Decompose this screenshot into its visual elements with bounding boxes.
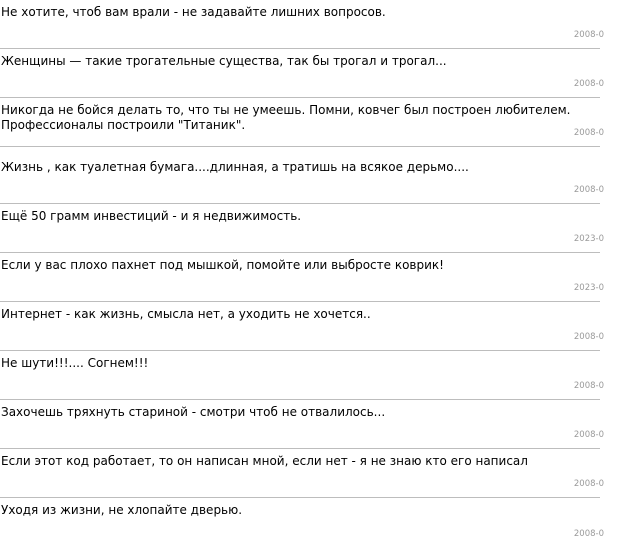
quote-date: 2008-0 [573,381,604,391]
list-item [0,49,604,98]
list-item [0,302,604,351]
quote-text: Интернет - как жизнь, смысла нет, а уходить не хочется.. [1,307,371,321]
list-item [0,204,604,253]
quote-text: Если у вас плохо пахнет под мышкой, помойте или выбросте коврик! [1,258,444,272]
list-item [0,400,604,449]
quote-date: 2023-0 [573,234,604,244]
quote-text: Если этот код работает, то он написан мной, если нет - я не знаю кто его написал [1,454,528,468]
quote-date: 2008-0 [573,185,604,195]
quote-text: Жизнь , как туалетная бумага....длинная, а тратишь на всякое дерьмо.... [1,160,469,174]
quote-date: 2008-0 [573,128,604,138]
quote-date: 2008-0 [573,479,604,489]
quote-date: 2008-0 [573,529,604,539]
quote-text: Не шути!!!.... Согнем!!! [1,356,149,370]
list-item [0,498,604,543]
list-item [0,155,604,204]
quote-date: 2008-0 [573,79,604,89]
quote-text: Уходя из жизни, не хлопайте дверью. [1,503,243,517]
quote-date: 2008-0 [573,430,604,440]
list-item [0,449,604,498]
quote-text: Никогда не бойся делать то, что ты не умеешь. Помни, ковчег был построен любителем. Профессионалы построили "Титаник". [1,103,571,132]
list-item [0,0,604,49]
quote-date: 2023-0 [573,283,604,293]
quote-date: 2008-0 [573,30,604,40]
list-item [0,98,604,147]
quote-text: Не хотите, чтоб вам врали - не задавайте лишних вопросов. [1,5,386,19]
quote-text: Женщины — такие трогательные существа, так бы трогал и трогал... [1,54,447,68]
list-item [0,253,604,302]
quote-date: 2008-0 [573,332,604,342]
quote-text: Захочешь тряхнуть стариной - смотри чтоб не отвалилось... [1,405,386,419]
list-item [0,351,604,400]
quote-text: Ещё 50 грамм инвестиций - и я недвижимость. [1,209,302,223]
